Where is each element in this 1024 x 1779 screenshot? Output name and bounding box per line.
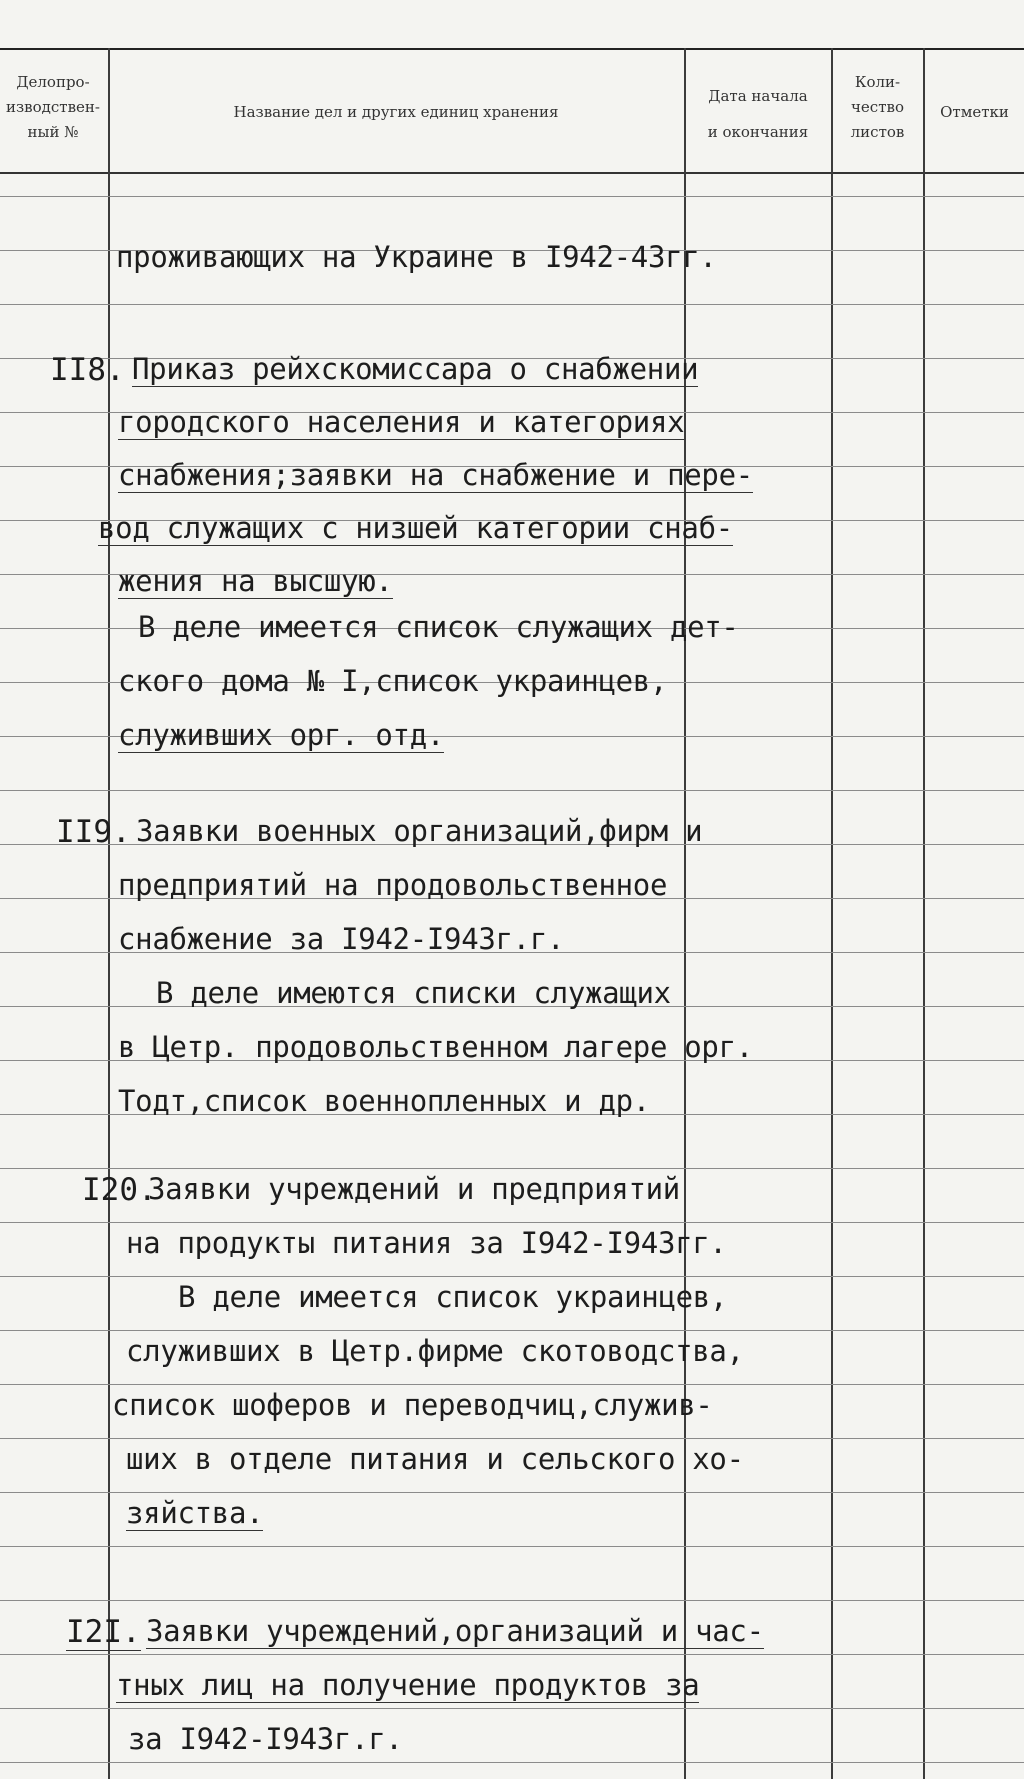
entry-line: тных лиц на получение продуктов за	[116, 1668, 700, 1702]
ruled-line	[0, 1762, 1024, 1763]
column-divider-title	[684, 48, 686, 1779]
header-number-line-2: изводствен-	[6, 98, 100, 116]
entry-line: В деле имеются списки служащих	[156, 976, 671, 1010]
entry-line: Тодт,список военнопленных и др.	[118, 1084, 650, 1118]
entry-number: II8.	[50, 352, 125, 388]
entry-line: на продукты питания за I942-I943гг.	[126, 1226, 727, 1260]
header-sheets-column	[833, 70, 922, 145]
entry-number: I2I.	[66, 1614, 141, 1650]
header-number-line-3: ный №	[27, 123, 79, 141]
ruled-line	[0, 1546, 1024, 1547]
entry-line: Приказ рейхскомиссара о снабжении	[132, 352, 699, 386]
header-number-line-1: Делопро-	[16, 73, 90, 91]
entry-line: Заявки учреждений и предприятий	[148, 1172, 680, 1206]
column-divider-number	[108, 48, 110, 1779]
ruled-line	[0, 1708, 1024, 1709]
entry-line: проживающих на Украине в I942-43гг.	[116, 240, 717, 274]
entry-line: Заявки военных организаций,фирм и	[136, 814, 703, 848]
ruled-line	[0, 196, 1024, 197]
ruled-line	[0, 1384, 1024, 1385]
header-sheets-line-2: чество	[851, 98, 904, 116]
entry-line: Заявки учреждений,организаций и час-	[146, 1614, 764, 1648]
entry-line: вод служащих с низшей категории снаб-	[98, 511, 733, 545]
entry-line: жения на высшую.	[118, 564, 393, 598]
column-divider-dates	[831, 48, 833, 1779]
entry-line: служивших в Цетр.фирме скотоводства,	[126, 1334, 744, 1368]
header-dates-column	[686, 78, 830, 150]
ruled-line	[0, 1222, 1024, 1223]
entry-line: снабжение за I942-I943г.г.	[118, 922, 565, 956]
entry-line: ших в отделе питания и сельского хо-	[126, 1442, 744, 1476]
header-notes-column: Отметки	[940, 103, 1009, 121]
column-divider-sheets	[923, 48, 925, 1779]
header-title-column: Название дел и других единиц хранения	[233, 103, 559, 121]
header-dates-line-2: и окончания	[707, 123, 809, 141]
entry-number: I20.	[82, 1172, 157, 1208]
header-dates-line-1: Дата начала	[708, 87, 808, 105]
header-sheets-line-1: Коли-	[854, 73, 901, 91]
ruled-line	[0, 1600, 1024, 1601]
ruled-line	[0, 1492, 1024, 1493]
header-bottom-border	[0, 172, 1024, 174]
header-number-column	[0, 70, 106, 145]
entry-line: городского населения и категориях	[118, 405, 685, 439]
entry-line: ского дома № I,список украинцев,	[118, 664, 668, 698]
header-sheets-line-3: листов	[850, 123, 905, 141]
ruled-line	[0, 790, 1024, 791]
ruled-line	[0, 304, 1024, 305]
ruled-line	[0, 1438, 1024, 1439]
ruled-line	[0, 1654, 1024, 1655]
entry-number: II9.	[56, 814, 131, 850]
entry-line: В деле имеется список украинцев,	[178, 1280, 728, 1314]
entry-line: снабжения;заявки на снабжение и пере-	[118, 458, 753, 492]
table-top-border	[0, 48, 1024, 50]
entry-line: В деле имеется список служащих дет-	[138, 610, 739, 644]
entry-line: зяйства.	[126, 1496, 264, 1530]
entry-line: предприятий на продовольственное	[118, 868, 668, 902]
ruled-line	[0, 1330, 1024, 1331]
entry-line: список шоферов и переводчиц,служив-	[112, 1388, 713, 1422]
entry-line: служивших орг. отд.	[118, 718, 445, 752]
entry-line: за I942-I943г.г.	[128, 1722, 403, 1756]
entry-line: в Цетр. продовольственном лагере орг.	[118, 1030, 753, 1064]
ruled-line	[0, 1276, 1024, 1277]
ruled-line	[0, 1168, 1024, 1169]
